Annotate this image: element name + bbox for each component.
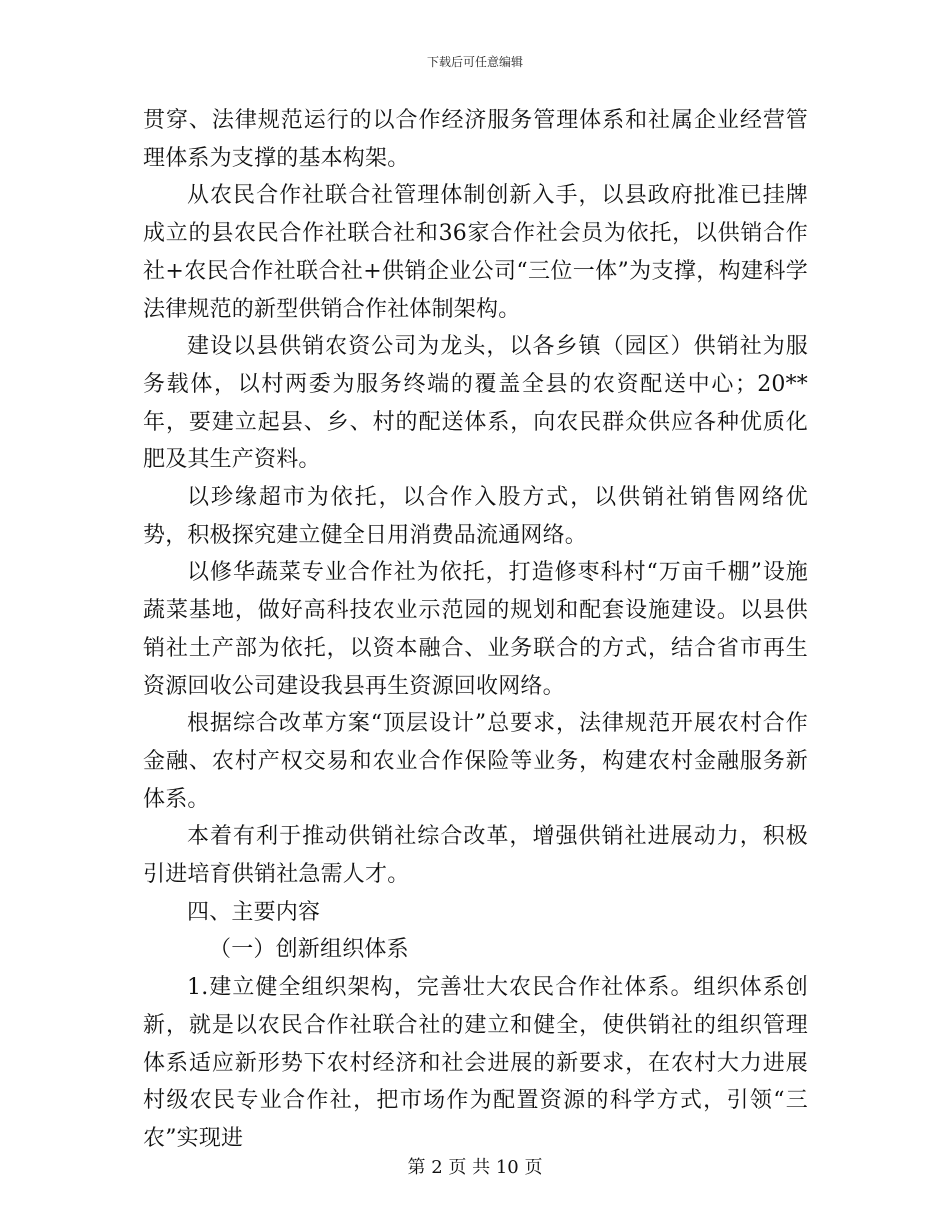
paragraph-4: 以珍缘超市为依托，以合作入股方式，以供销社销售网络优势，积极探究建立健全日用消费品流通网络。 (143, 485, 808, 548)
paragraph-7: 本着有利于推动供销社综合改革，增强供销社进展动力，积极引进培育供销社急需人才。 (143, 824, 808, 888)
paragraph-3: 建设以县供销农资公司为龙头，以各乡镇（园区）供销社为服务载体，以村两委为服务终端的覆盖全县的农资配送中心；20**年，要建立起县、乡、村的配送体系，向农民群众供应各种优质化肥及其生产资料。 (143, 334, 808, 473)
subsection-heading: （一）创新组织体系 (209, 937, 409, 963)
section-heading: 四、主要内容 (187, 899, 321, 925)
paragraph-1: 贯穿、法律规范运行的以合作经济服务管理体系和社属企业经营管理体系为支撑的基本构架。 (143, 108, 808, 171)
document-body (143, 102, 808, 1158)
page-number: 第 2 页 共 10 页 (407, 1157, 543, 1178)
paragraph-5: 以修华蔬菜专业合作社为依托，打造修枣科村“万亩千棚”设施蔬菜基地，做好高科技农业示范园的规划和配套设施建设。以县供销社土产部为依托，以资本融合、业务联合的方式，结合省市再生资源回收公司建设我县再生资源回收网络。 (143, 560, 808, 699)
page-header: 下载后可任意编辑 (426, 55, 523, 69)
paragraph-6: 根据综合改革方案“顶层设计”总要求，法律规范开展农村合作金融、农村产权交易和农业合作保险等业务，构建农村金融服务新体系。 (143, 711, 808, 812)
paragraph-2: 从农民合作社联合社管理体制创新入手，以县政府批准已挂牌成立的县农民合作社联合社和36家合作社会员为依托，以供销合作社+农民合作社联合社+供销企业公司“三位一体”为支撑，构建科学法律规范的新型供销合作社体制架构。 (143, 183, 808, 322)
paragraph-8: 1.建立健全组织架构，完善壮大农民合作社体系。组织体系创新，就是以农民合作社联合社的建立和健全，使供销社的组织管理体系适应新形势下农村经济和社会进展的新要求，在农村大力进展村级农民专业合作社，把市场作为配置资源的科学方式，引领“三农”实现进 (143, 975, 808, 1151)
